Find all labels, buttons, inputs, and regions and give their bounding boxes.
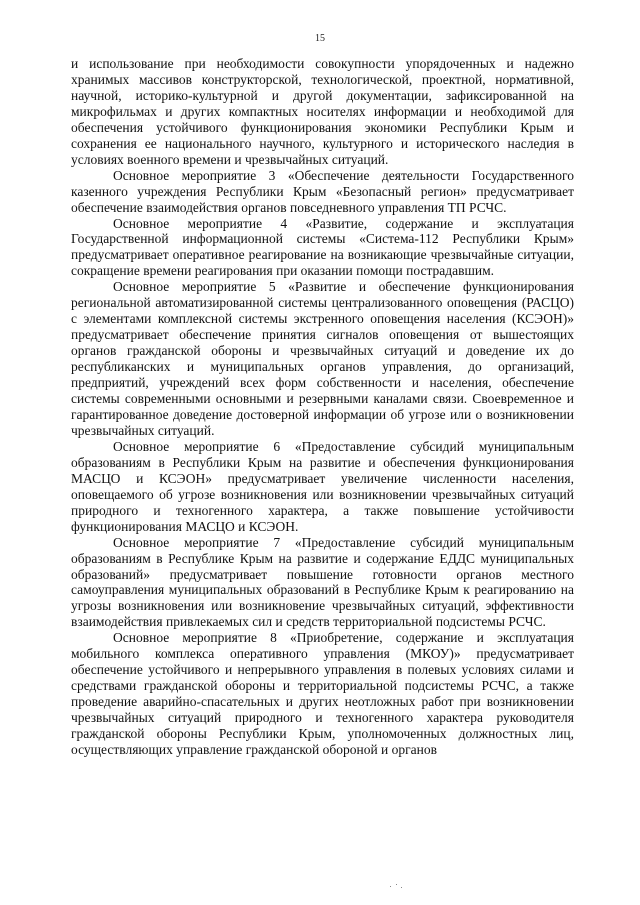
paragraph-measure-3: Основное мероприятие 3 «Обеспечение деятельности Государственного казенного учреждения Республики Крым «Безопасный регион» предусматривает обеспечение взаимодействия органов повседневного управления ТП РСЧС. <box>71 167 574 215</box>
paragraph-measure-7: Основное мероприятие 7 «Предоставление субсидий муниципальным образованиям в Республике Крым на развитие и содержание ЕДДС муниципальных образований» предусматривает повышение готовности органов местного самоуправления муниципальных образований в Республике Крым к реагированию на угрозы возникновения или возникновение чрезвычайных ситуаций, эффективности взаимодействия привлекаемых сил и средств территориальной подсистемы РСЧС. <box>71 534 574 630</box>
paragraph-measure-5: Основное мероприятие 5 «Развитие и обеспечение функционирования региональной автоматизированной системы централизованного оповещения (РАСЦО) с элементами комплексной системы экстренного оповещения населения (КСЭОН)» предусматривает обеспечение принятия сигналов оповещения от вышестоящих органов гражданской обороны и чрезвычайных ситуаций и доведение их до республиканских и муниципальных органов управления, до организаций, предприятий, учреждений всех форм собственности и населения, обеспечение системы современными основными и резервными каналами связи. Своевременное и гарантированное доведение достоверной информации об угрозе или о возникновении чрезвычайных ситуаций. <box>71 279 574 438</box>
page-number: 15 <box>315 33 325 44</box>
document-body <box>71 56 574 758</box>
paragraph-measure-4: Основное мероприятие 4 «Развитие, содержание и эксплуатация Государственной информационной системы «Система-112 Республики Крым» предусматривает оперативное реагирование на возникающие чрезвычайные ситуации, сокращение времени реагирования при оказании помощи пострадавшим. <box>71 215 574 279</box>
paragraph-measure-6: Основное мероприятие 6 «Предоставление субсидий муниципальным образованиям в Республики Крым на развитие и обеспечения функционирования МАСЦО и КСЭОН» предусматривает увеличение численности населения, оповещаемого об угрозе возникновения или возникновении чрезвычайных ситуаций природного и техногенного характера, а также повышение устойчивости функционирования МАСЦО и КСЭОН. <box>71 438 574 534</box>
scan-speck <box>390 884 404 888</box>
paragraph-measure-8: Основное мероприятие 8 «Приобретение, содержание и эксплуатация мобильного комплекса оперативного управления (МКОУ)» предусматривает обеспечение устойчивого и непрерывного управления в полевых условиях силами и средствами гражданской обороны и территориальной подсистемы РСЧС, а также проведение аварийно-спасательных и других неотложных работ при возникновении чрезвычайных ситуаций природного и техногенного характера руководителя гражданской обороны Республики Крым, уполномоченных должностных лиц, осуществляющих управление гражданской обороной и органов <box>71 630 574 757</box>
paragraph-continuation: и использование при необходимости совокупности упорядоченных и надежно хранимых массивов конструкторской, технологической, проектной, нормативной, научной, историко-культурной и другой документации, зафиксированной на микрофильмах и других компактных носителях информации и необходимой для обеспечения устойчивого функционирования экономики Республики Крым и сохранения ее национального научного, культурного и исторического наследия в условиях военного времени и чрезвычайных ситуаций. <box>71 56 574 167</box>
